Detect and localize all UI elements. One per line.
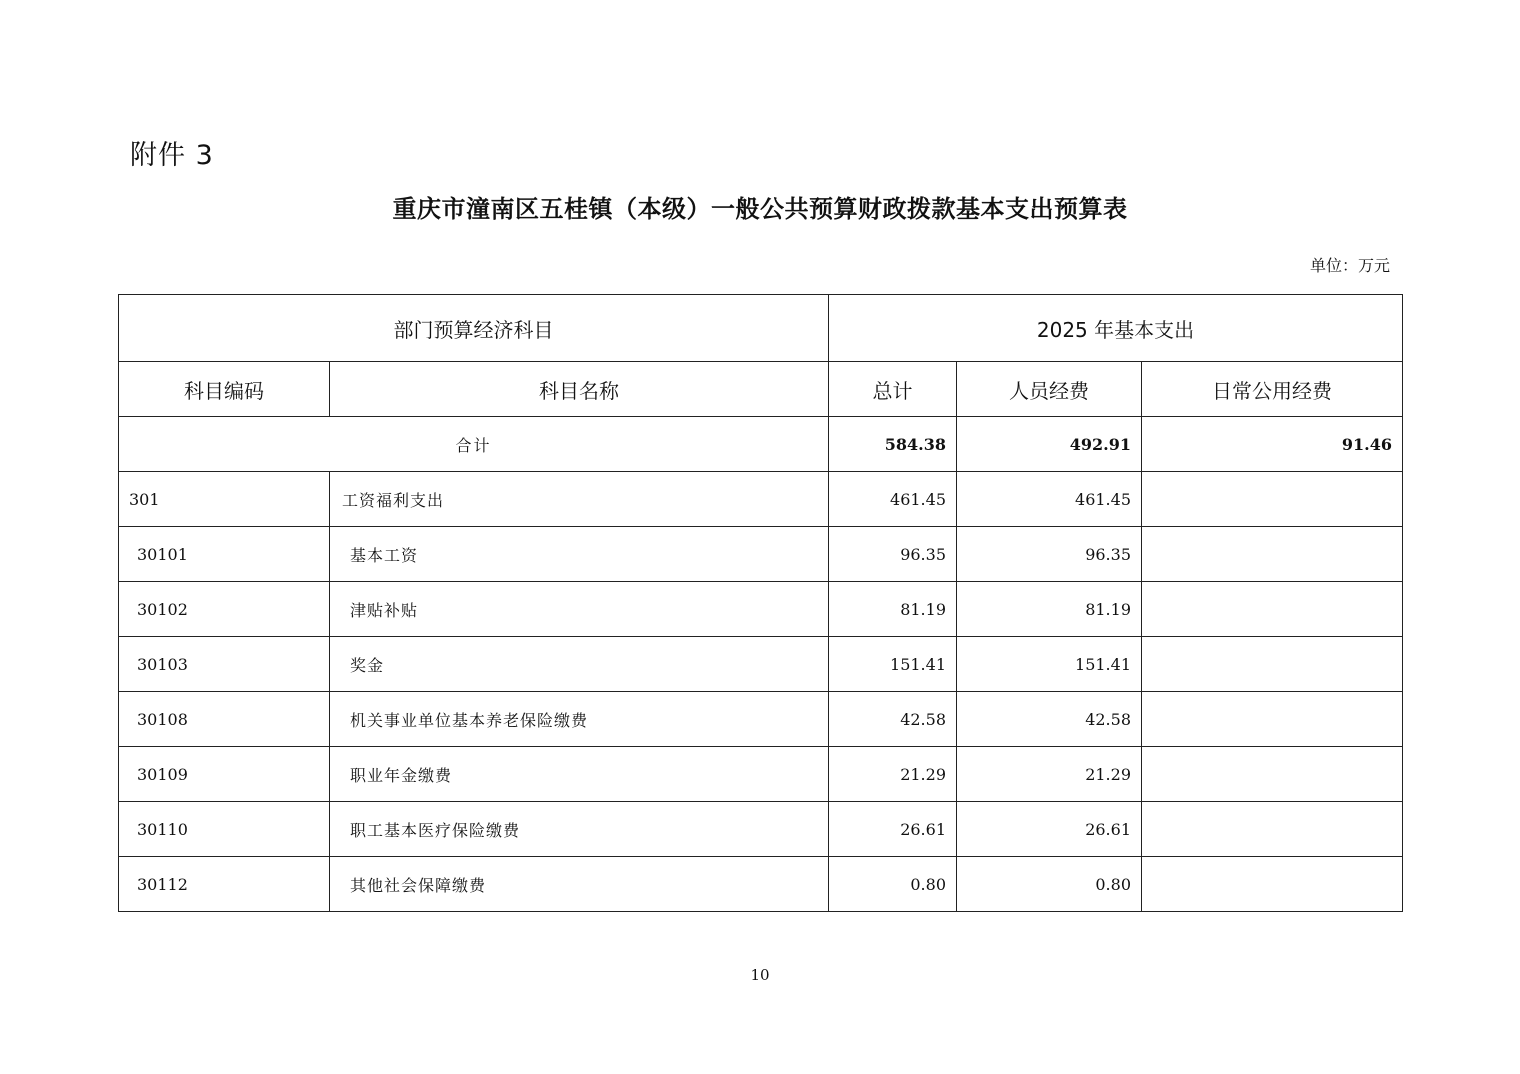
group-header-expenditure: 2025 年基本支出 — [829, 295, 1403, 362]
row-personnel: 0.80 — [957, 857, 1142, 912]
table-row — [119, 857, 1403, 912]
row-name: 奖金 — [330, 637, 829, 692]
row-personnel: 26.61 — [957, 802, 1142, 857]
row-public — [1142, 802, 1403, 857]
row-total: 21.29 — [829, 747, 957, 802]
total-row-label: 合计 — [119, 417, 829, 472]
column-header-code: 科目编码 — [119, 362, 330, 417]
row-public — [1142, 472, 1403, 527]
row-code: 30102 — [119, 582, 330, 637]
row-total: 26.61 — [829, 802, 957, 857]
table-row — [119, 747, 1403, 802]
group-header-row — [119, 295, 1403, 362]
budget-table — [118, 294, 1403, 912]
row-public — [1142, 527, 1403, 582]
row-code: 30101 — [119, 527, 330, 582]
row-total: 0.80 — [829, 857, 957, 912]
row-code: 30109 — [119, 747, 330, 802]
row-personnel: 42.58 — [957, 692, 1142, 747]
table-row — [119, 527, 1403, 582]
row-name: 职工基本医疗保险缴费 — [330, 802, 829, 857]
row-personnel: 81.19 — [957, 582, 1142, 637]
total-row-public: 91.46 — [1142, 417, 1403, 472]
row-name: 机关事业单位基本养老保险缴费 — [330, 692, 829, 747]
table-row — [119, 582, 1403, 637]
column-header-name: 科目名称 — [330, 362, 829, 417]
row-public — [1142, 692, 1403, 747]
row-personnel: 21.29 — [957, 747, 1142, 802]
row-code: 30103 — [119, 637, 330, 692]
row-code: 30108 — [119, 692, 330, 747]
row-public — [1142, 747, 1403, 802]
row-personnel: 461.45 — [957, 472, 1142, 527]
attachment-label: 附件 3 — [130, 140, 214, 171]
column-header-row — [119, 362, 1403, 417]
row-name: 其他社会保障缴费 — [330, 857, 829, 912]
row-total: 96.35 — [829, 527, 957, 582]
row-code: 30110 — [119, 802, 330, 857]
row-total: 461.45 — [829, 472, 957, 527]
row-personnel: 96.35 — [957, 527, 1142, 582]
table-row — [119, 637, 1403, 692]
row-name: 津贴补贴 — [330, 582, 829, 637]
row-name: 基本工资 — [330, 527, 829, 582]
total-row — [119, 417, 1403, 472]
row-public — [1142, 582, 1403, 637]
page-number: 10 — [750, 966, 770, 984]
column-header-total: 总计 — [829, 362, 957, 417]
row-code: 30112 — [119, 857, 330, 912]
row-personnel: 151.41 — [957, 637, 1142, 692]
row-public — [1142, 637, 1403, 692]
row-name: 工资福利支出 — [330, 472, 829, 527]
row-code: 301 — [119, 472, 330, 527]
column-header-public: 日常公用经费 — [1142, 362, 1403, 417]
table-row — [119, 692, 1403, 747]
total-row-total: 584.38 — [829, 417, 957, 472]
column-header-personnel: 人员经费 — [957, 362, 1142, 417]
unit-label: 单位：万元 — [1309, 256, 1390, 275]
row-total: 81.19 — [829, 582, 957, 637]
row-total: 151.41 — [829, 637, 957, 692]
row-public — [1142, 857, 1403, 912]
row-total: 42.58 — [829, 692, 957, 747]
table-row — [119, 472, 1403, 527]
group-header-subject: 部门预算经济科目 — [119, 295, 829, 362]
table-row — [119, 802, 1403, 857]
document-title: 重庆市潼南区五桂镇（本级）一般公共预算财政拨款基本支出预算表 — [392, 195, 1128, 223]
total-row-personnel: 492.91 — [957, 417, 1142, 472]
row-name: 职业年金缴费 — [330, 747, 829, 802]
